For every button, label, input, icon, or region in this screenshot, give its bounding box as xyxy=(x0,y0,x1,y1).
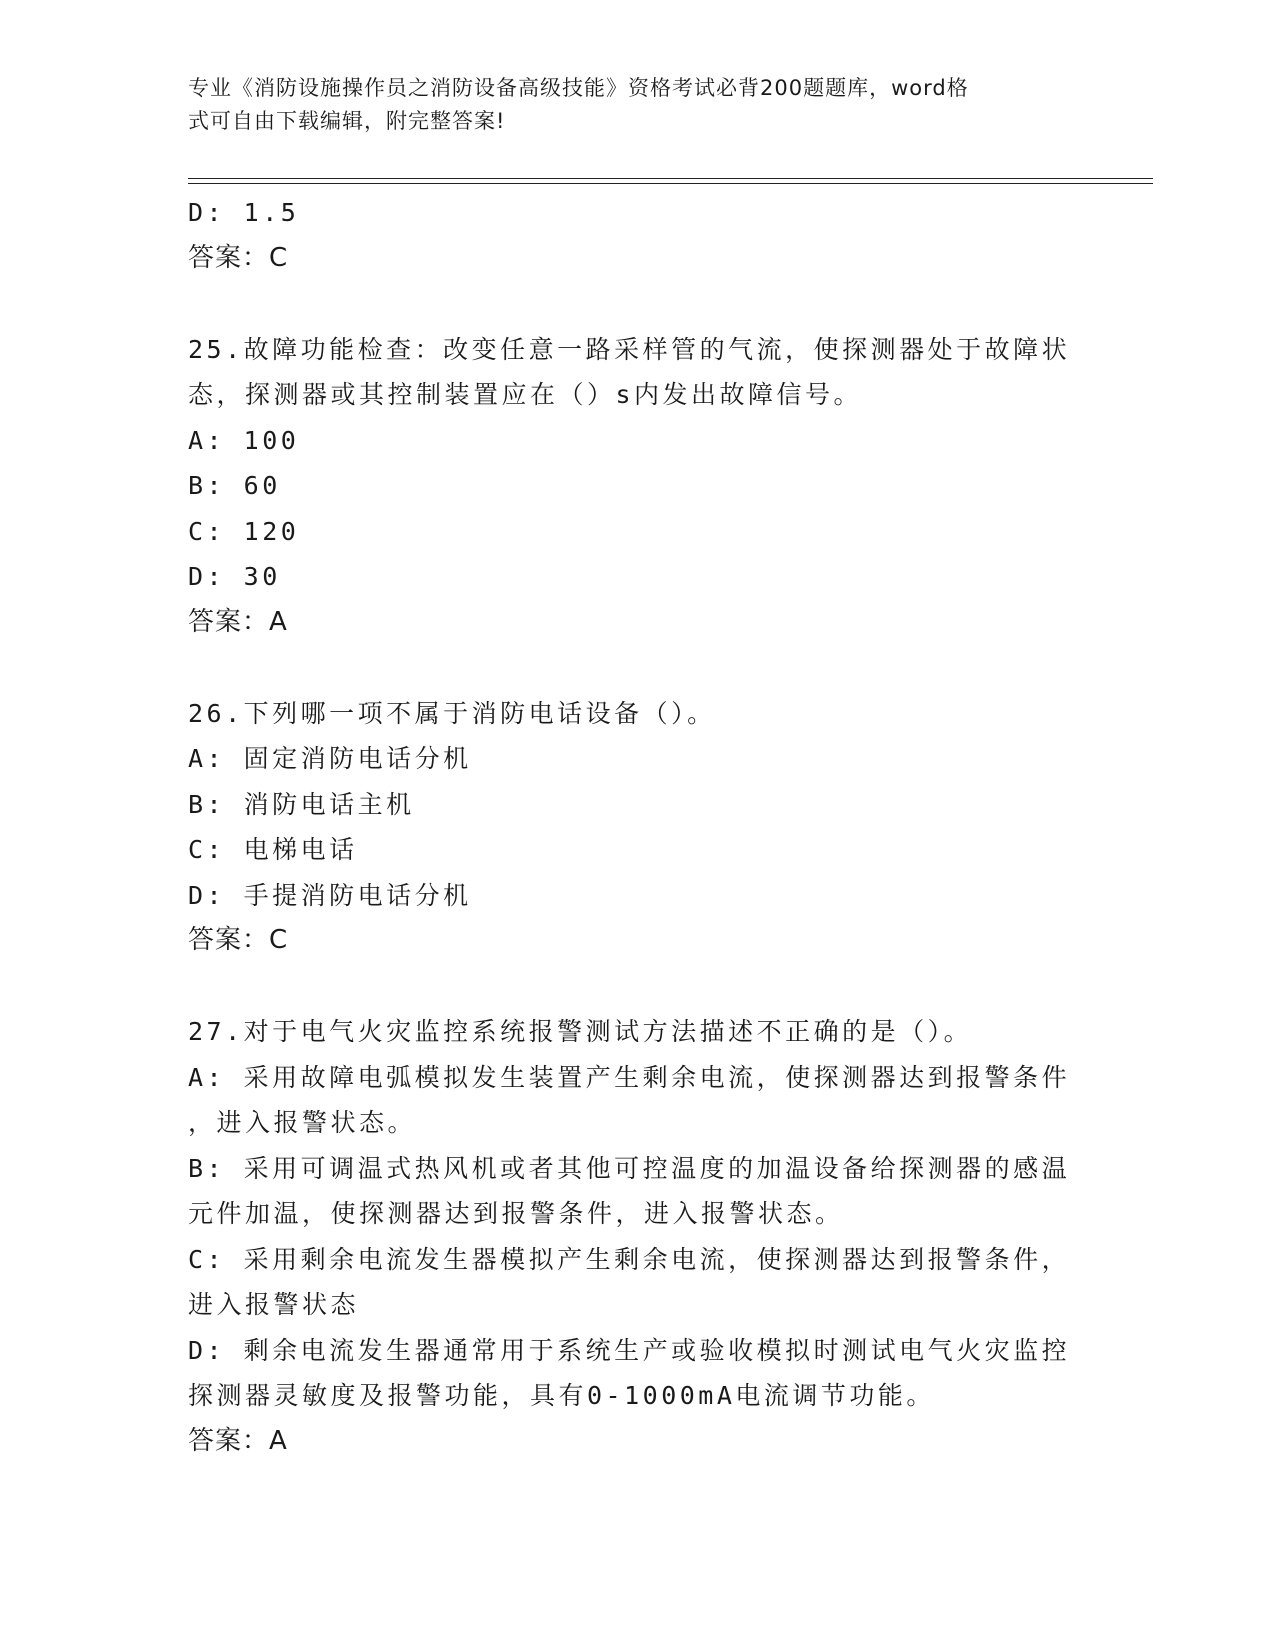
option-c: C: 120 xyxy=(188,516,300,546)
option-b-continued: 元件加温，使探测器达到报警条件，进入报警状态。 xyxy=(188,1199,844,1228)
option-d: D: 手提消防电话分机 xyxy=(188,880,472,910)
document-header xyxy=(188,72,1068,138)
prev-answer: 答案：C xyxy=(188,242,289,273)
option-c-continued: 进入报警状态 xyxy=(188,1290,360,1319)
option-a: A: 采用故障电弧模拟发生装置产生剩余电流，使探测器达到报警条件 xyxy=(188,1062,1071,1092)
option-d: D: 剩余电流发生器通常用于系统生产或验收模拟时测试电气火灾监控 xyxy=(188,1335,1071,1365)
answer: 答案：A xyxy=(188,1425,288,1456)
option-d: D: 30 xyxy=(188,562,281,591)
header-divider-bottom xyxy=(188,183,1153,184)
question-stem: 26.下列哪一项不属于消防电话设备（）。 xyxy=(188,698,716,728)
question-stem: 25.故障功能检查：改变任意一路采样管的气流，使探测器处于故障状 xyxy=(188,334,1071,364)
option-c: C: 采用剩余电流发生器模拟产生剩余电流，使探测器达到报警条件， xyxy=(188,1244,1071,1274)
question-stem: 27.对于电气火灾监控系统报警测试方法描述不正确的是（）。 xyxy=(188,1017,973,1046)
option-a: A: 100 xyxy=(188,425,300,455)
spacer xyxy=(188,964,1088,1010)
option-b: B: 消防电话主机 xyxy=(188,789,415,819)
option-d-continued: 探测器灵敏度及报警功能，具有0-1000mA电流调节功能。 xyxy=(188,1381,935,1410)
spacer xyxy=(188,281,1088,327)
option-b: B: 60 xyxy=(188,471,281,500)
question-27 xyxy=(188,1009,1088,1464)
answer: 答案：C xyxy=(188,925,289,955)
header-divider-top xyxy=(188,178,1153,179)
header-line-2: 式可自由下载编辑，附完整答案! xyxy=(188,109,506,133)
option-c: C: 电梯电话 xyxy=(188,835,358,864)
question-26 xyxy=(188,691,1088,964)
option-a-continued: ，进入报警状态。 xyxy=(188,1108,417,1137)
prev-option-d: D: 1.5 xyxy=(188,198,300,227)
question-content xyxy=(188,190,1088,1464)
spacer xyxy=(188,645,1088,691)
question-stem: 态，探测器或其控制装置应在（）s内发出故障信号。 xyxy=(188,380,863,409)
option-a: A: 固定消防电话分机 xyxy=(188,744,472,773)
question-25 xyxy=(188,327,1088,646)
header-line-1: 专业《消防设施操作员之消防设备高级技能》资格考试必背200题题库，word格 xyxy=(188,76,969,100)
option-b: B: 采用可调温式热风机或者其他可控温度的加温设备给探测器的感温 xyxy=(188,1153,1071,1183)
answer: 答案：A xyxy=(188,606,288,637)
